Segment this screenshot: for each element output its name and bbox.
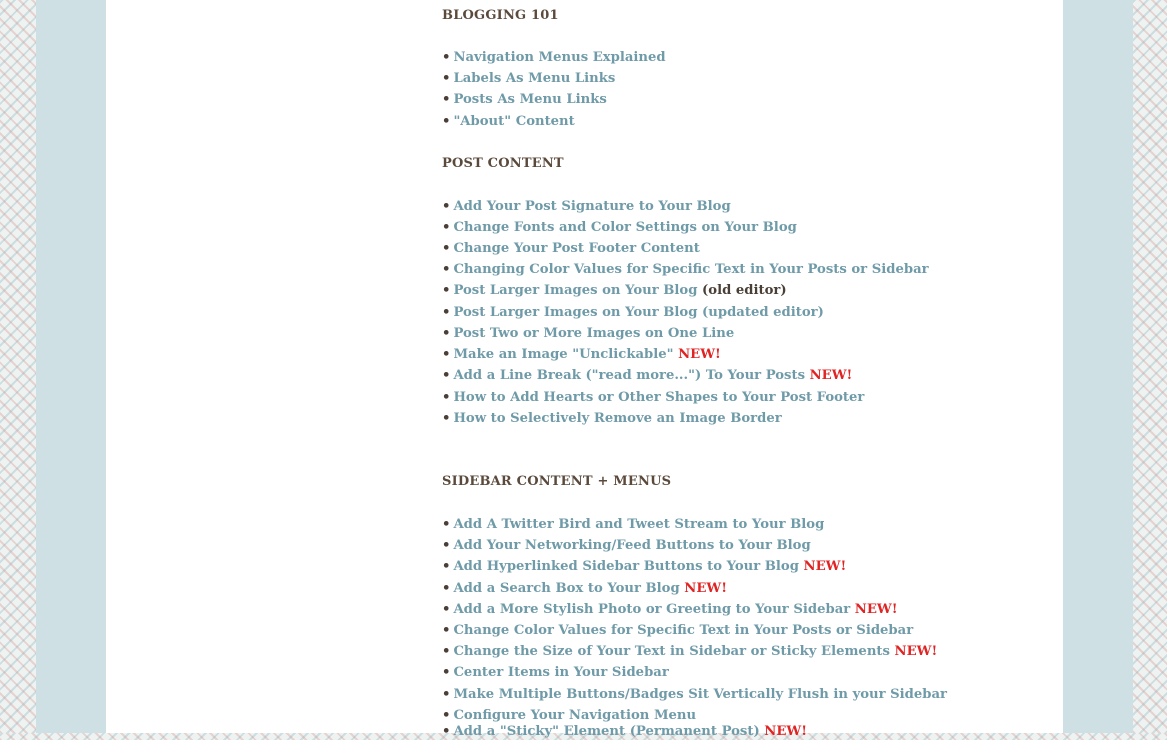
tutorial-link[interactable]: Posts As Menu Links [453, 92, 607, 107]
tutorial-link[interactable]: Changing Color Values for Specific Text in Your Posts or Sidebar [453, 262, 929, 277]
bullet: • [442, 581, 451, 596]
tutorial-link[interactable]: How to Add Hearts or Other Shapes to Your Post Footer [453, 390, 865, 405]
list-item [442, 724, 807, 740]
new-badge: NEW! [809, 368, 853, 383]
bullet: • [442, 724, 451, 739]
section-heading-post-content: POST CONTENT [442, 156, 564, 171]
tutorial-link[interactable]: "About" Content [453, 114, 575, 129]
bullet: • [442, 220, 451, 235]
tutorial-link[interactable]: Add Your Networking/Feed Buttons to Your Blog [453, 538, 811, 553]
list-item [442, 199, 731, 215]
tutorial-link[interactable]: Add Your Post Signature to Your Blog [453, 199, 731, 214]
bullet: • [442, 368, 451, 383]
bullet: • [442, 517, 451, 532]
list-item [442, 326, 734, 342]
list-item [442, 241, 700, 257]
tutorial-link[interactable]: Change Color Values for Specific Text in Your Posts or Sidebar [453, 623, 914, 638]
content-panel [106, 0, 1063, 739]
tutorial-link[interactable]: How to Selectively Remove an Image Border [453, 411, 782, 426]
tutorial-link[interactable]: Add a Search Box to Your Blog [453, 581, 680, 596]
list-item [442, 71, 615, 87]
list-item [442, 114, 575, 130]
bullet: • [442, 326, 451, 341]
bullet: • [442, 347, 451, 362]
list-item [442, 50, 666, 66]
list-item [442, 517, 824, 533]
tutorial-link[interactable]: Add Hyperlinked Sidebar Buttons to Your Blog [453, 559, 799, 574]
bullet: • [442, 708, 451, 723]
bullet: • [442, 114, 451, 129]
list-item [442, 220, 797, 236]
bullet: • [442, 411, 451, 426]
tutorial-link[interactable]: Make an Image "Unclickable" [453, 347, 674, 362]
tutorial-link[interactable]: Change Your Post Footer Content [453, 241, 700, 256]
bullet: • [442, 92, 451, 107]
tutorial-link[interactable]: Add A Twitter Bird and Tweet Stream to Your Blog [453, 517, 825, 532]
tutorial-link[interactable]: Add a More Stylish Photo or Greeting to Your Sidebar [453, 602, 851, 617]
section-heading-sidebar-content: SIDEBAR CONTENT + MENUS [442, 474, 672, 489]
list-item [442, 305, 824, 321]
tutorial-link[interactable]: Navigation Menus Explained [453, 50, 666, 65]
tutorial-link[interactable]: Post Two or More Images on One Line [453, 326, 735, 341]
list-item [442, 538, 811, 554]
new-badge: NEW! [854, 602, 898, 617]
bullet: • [442, 538, 451, 553]
list-item [442, 283, 787, 299]
new-badge: NEW! [684, 581, 728, 596]
tutorial-link[interactable]: Post Larger Images on Your Blog (updated editor) [453, 305, 824, 320]
section-heading-blogging-101: BLOGGING 101 [442, 8, 559, 23]
tutorial-link[interactable]: Labels As Menu Links [453, 71, 616, 86]
bullet: • [442, 50, 451, 65]
bullet: • [442, 602, 451, 617]
list-item [442, 411, 782, 427]
bullet: • [442, 71, 451, 86]
bullet: • [442, 305, 451, 320]
new-badge: NEW! [803, 559, 847, 574]
list-item [442, 623, 913, 639]
list-item [442, 390, 864, 406]
bullet: • [442, 262, 451, 277]
list-item [442, 602, 898, 618]
tutorial-link[interactable]: Center Items in Your Sidebar [453, 665, 669, 680]
list-item [442, 644, 937, 660]
tutorial-link[interactable]: Change Fonts and Color Settings on Your Blog [453, 220, 797, 235]
tutorial-link[interactable]: Post Larger Images on Your Blog [453, 283, 698, 298]
bullet: • [442, 623, 451, 638]
editor-note: (old editor) [702, 283, 787, 298]
bullet: • [442, 665, 451, 680]
bullet: • [442, 687, 451, 702]
bullet: • [442, 644, 451, 659]
list-item [442, 665, 669, 681]
new-badge: NEW! [678, 347, 721, 362]
new-badge: NEW! [764, 724, 808, 739]
bullet: • [442, 283, 451, 298]
tutorial-link[interactable]: Make Multiple Buttons/Badges Sit Vertically Flush in your Sidebar [453, 687, 948, 702]
list-item [442, 368, 852, 384]
new-badge: NEW! [894, 644, 938, 659]
bullet: • [442, 241, 451, 256]
bullet: • [442, 390, 451, 405]
list-item [442, 708, 696, 724]
list-item [442, 581, 727, 597]
tutorial-link[interactable]: Add a Line Break ("read more...") To Your Posts [453, 368, 805, 383]
bullet: • [442, 559, 451, 574]
bullet: • [442, 199, 451, 214]
list-item [442, 262, 929, 278]
list-item [442, 559, 846, 575]
list-item [442, 347, 721, 363]
tutorial-link[interactable]: Configure Your Navigation Menu [453, 708, 697, 723]
tutorial-link[interactable]: Change the Size of Your Text in Sidebar or Sticky Elements [453, 644, 890, 659]
list-item [442, 687, 947, 703]
tutorial-link[interactable]: Add a "Sticky" Element (Permanent Post) [453, 724, 760, 739]
list-item [442, 92, 607, 108]
